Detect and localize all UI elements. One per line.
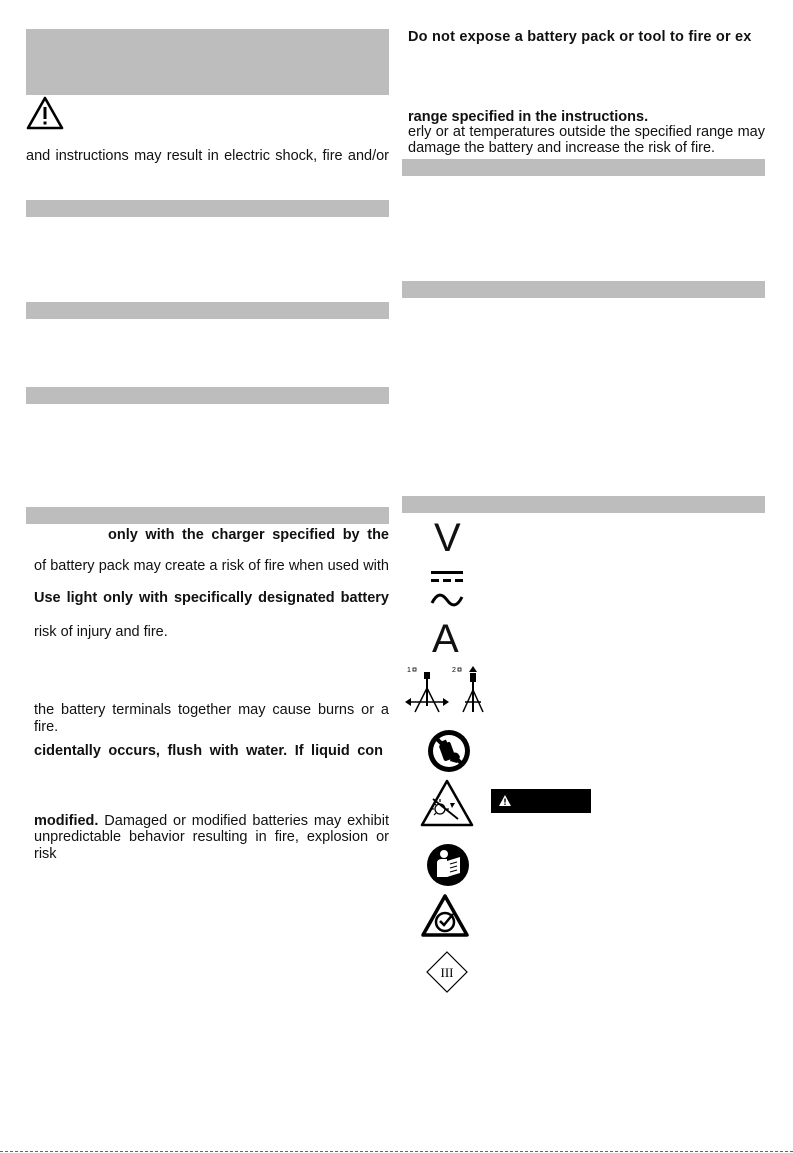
left-text-line-8-bold: modified. <box>34 813 99 829</box>
section-bar-7 <box>402 496 765 513</box>
left-text-line-5: risk of injury and fire. <box>34 624 168 640</box>
tripod-label-1: 1 <box>407 667 411 674</box>
left-text-line-1: and instructions may result in electric shock, fire and/or <box>26 148 389 164</box>
right-text-line-5: damage the battery and increase the risk of fire. <box>408 140 716 156</box>
amps-symbol: A <box>432 617 459 661</box>
dc-current-icon <box>430 570 464 584</box>
class-iii-icon <box>425 950 469 994</box>
section-bar-5 <box>402 159 765 176</box>
left-text-line-8-rest: Damaged or modified batteries may exhibit <box>98 813 389 829</box>
right-text-line-1: Do not expose a battery pack or tool to fire or ex <box>408 29 752 45</box>
left-text-line-6: the battery terminals together may cause burns or a fire. <box>34 702 389 735</box>
warning-triangle-icon <box>26 96 64 130</box>
no-stare-light-icon <box>420 779 474 827</box>
section-bar-6 <box>402 281 765 298</box>
header-block <box>26 29 389 95</box>
left-text-line-8 <box>34 813 389 830</box>
no-battery-disposal-icon <box>427 729 471 773</box>
left-text-line-4: Use light only with specifically designated battery <box>34 590 389 606</box>
left-text-line-3: of battery pack may create a risk of fire when used with <box>34 558 389 574</box>
section-bar-1 <box>26 200 389 217</box>
right-text-line-4: erly or at temperatures outside the specified range may <box>408 124 765 140</box>
section-bar-3 <box>26 387 389 404</box>
page-bottom-rule <box>0 1151 793 1152</box>
read-manual-icon <box>426 843 470 887</box>
warning-label-triangle-icon <box>498 794 512 807</box>
rcm-mark-icon <box>420 893 470 939</box>
class-iii-label: III <box>440 965 454 980</box>
volts-symbol: V <box>434 516 461 560</box>
ac-current-icon <box>430 591 464 609</box>
section-bar-4 <box>26 507 389 524</box>
tripod-icon <box>403 664 493 716</box>
right-text-line-3: range specified in the instructions. <box>408 109 649 125</box>
warning-label-icon <box>491 789 591 813</box>
left-text-line-9: unpredictable behavior resulting in fire, explosion or risk <box>34 829 389 862</box>
section-bar-2 <box>26 302 389 319</box>
left-text-line-2: only with the charger specified by the <box>108 527 389 543</box>
tripod-label-2: 2 <box>452 667 456 674</box>
left-text-line-7: cidentally occurs, flush with water. If liquid con <box>34 743 383 759</box>
